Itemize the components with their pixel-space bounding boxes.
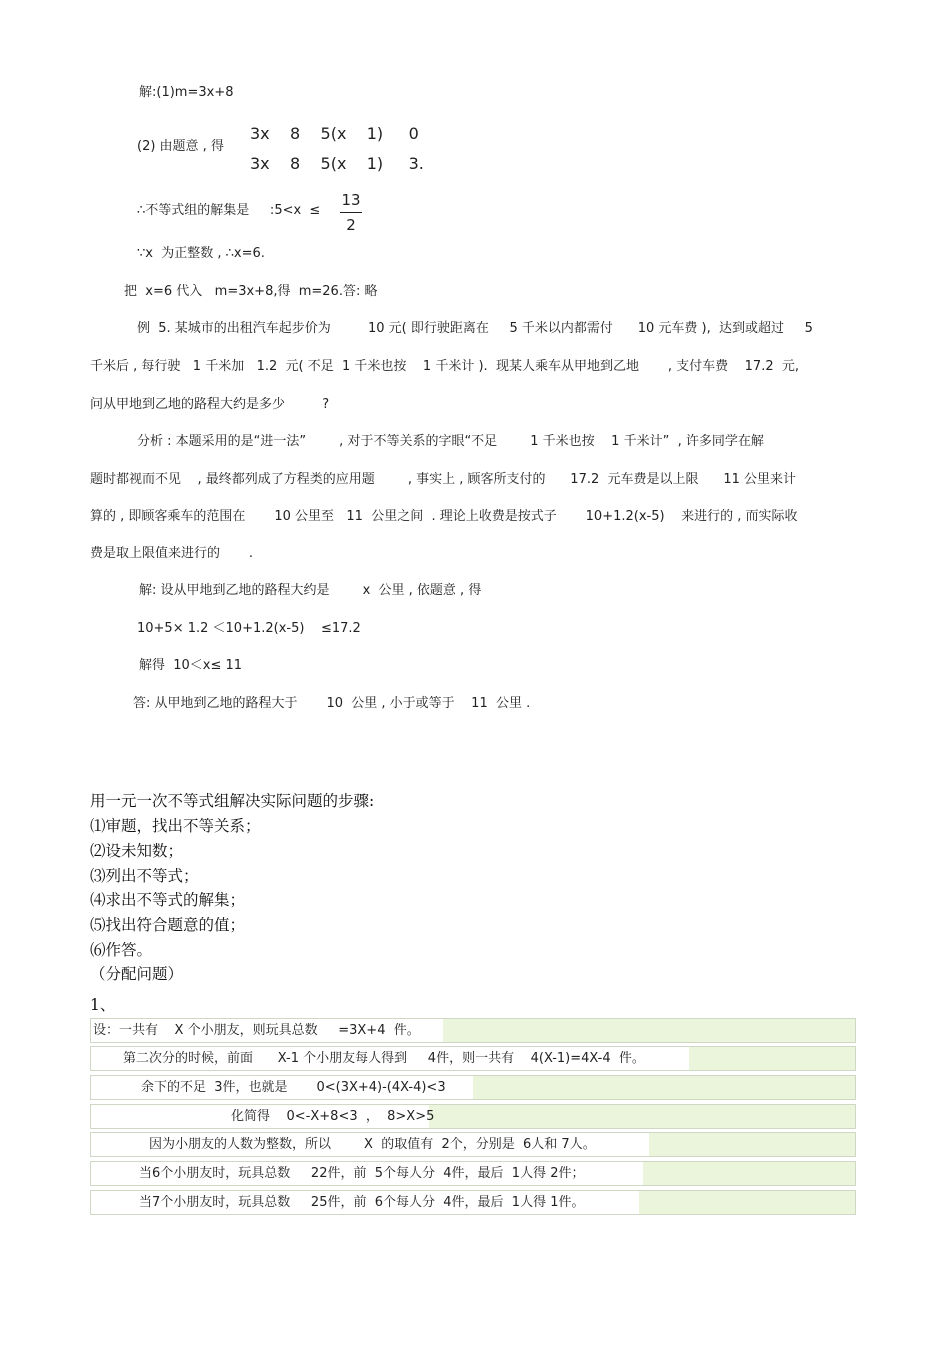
fraction-numerator: 13 — [341, 191, 361, 209]
example5-analysis-line4: 费是取上限值来进行的 . — [90, 546, 254, 561]
example5-problem-line1: 例 5. 某城市的出租汽车起步价为 10 元( 即行驶距离在 5 千米以内都需付 10 元车费 ), 达到或超过 5 — [137, 321, 813, 336]
table-row-6 — [90, 1161, 856, 1186]
example5-problem-line3: 问从甲地到乙地的路程大约是多少 ? — [90, 397, 330, 412]
table-row-text: 第二次分的时候，前面 X-1 个小朋友每人得到 4件，则一共有 4(X-1)=4X-4 件。 — [123, 1051, 645, 1066]
substitute-line: 把 x=6 代入 m=3x+8,得 m=26.答: 略 — [124, 284, 378, 299]
step-item-4: ⑷求出不等式的解集； — [90, 891, 246, 909]
table-row-text: 设：一共有 X 个小朋友，则玩具总数 =3X+4 件。 — [93, 1023, 420, 1038]
fraction-denominator: 2 — [346, 216, 356, 234]
solution-set-line: ∴不等式组的解集是 :5<x ≤ — [137, 203, 321, 218]
table-row-1 — [90, 1018, 856, 1043]
table-row-5 — [90, 1132, 856, 1157]
step-item-5: ⑸找出符合题意的值； — [90, 916, 246, 934]
table-row-text: 余下的不足 3件，也就是 0<(3X+4)-(4X-4)<3 — [141, 1080, 446, 1095]
table-row-text: 当6个小朋友时，玩具总数 22件，前 5个每人分 4件，最后 1人得 2件； — [139, 1166, 585, 1181]
example5-analysis-line3: 算的 , 即顾客乘车的范围在 10 公里至 11 公里之间 . 理论上收费是按式子 10+1.2(x-5) 来进行的 , 而实际收 — [90, 509, 798, 524]
step-item-3: ⑶列出不等式； — [90, 867, 199, 885]
solution-part1: 解:(1)m=3x+8 — [139, 85, 234, 100]
example5-analysis-line2: 题时都视而不见 , 最终都列成了方程类的应用题 , 事实上 , 顾客所支付的 17.2 元车费是以上限 11 公里来计 — [90, 472, 796, 487]
table-row-7 — [90, 1190, 856, 1215]
table-row-text: 当7个小朋友时，玩具总数 25件，前 6个每人分 4件，最后 1人得 1件。 — [139, 1195, 585, 1210]
table-row-2 — [90, 1046, 856, 1071]
integer-condition-line: ∵x 为正整数 , ∴x=6. — [137, 246, 265, 261]
example5-solution-line3: 解得 10＜x≤ 11 — [139, 658, 243, 673]
example5-solution-line1: 解: 设从甲地到乙地的路程大约是 x 公里 , 依题意 , 得 — [139, 583, 482, 598]
table-row-4 — [90, 1104, 856, 1129]
step-item-2: ⑵设未知数； — [90, 842, 184, 860]
inequality-system-row2: 3x 8 5(x 1) 3. — [250, 154, 424, 173]
inequality-system-row1: 3x 8 5(x 1) 0 — [250, 124, 419, 143]
step-item-1: ⑴审题，找出不等关系； — [90, 817, 261, 835]
fraction-bar — [340, 212, 362, 213]
example5-solution-line2: 10+5× 1.2 ＜10+1.2(x-5) ≤17.2 — [137, 621, 361, 636]
example5-problem-line2: 千米后 , 每行驶 1 千米加 1.2 元( 不足 1 千米也按 1 千米计 ). 现某人乘车从甲地到乙地 , 支付车费 17.2 元, — [90, 359, 800, 374]
section-heading: （分配问题） — [90, 965, 184, 983]
table-row-text: 因为小朋友的人数为整数，所以 X 的取值有 2个，分别是 6人和 7人。 — [149, 1137, 596, 1152]
problem-number: 1、 — [90, 996, 116, 1014]
table-row-text: 化简得 0<-X+8<3 ， 8>X>5 — [231, 1109, 435, 1124]
steps-title: 用一元一次不等式组解决实际问题的步骤: — [90, 792, 375, 810]
table-row-3 — [90, 1075, 856, 1100]
solution-part2-label: (2) 由题意 , 得 — [137, 139, 224, 154]
example5-analysis-line1: 分析 : 本题采用的是“进一法” , 对于不等关系的字眼“不足 1 千米也按 1 千米计” , 许多同学在解 — [137, 434, 764, 449]
step-item-6: ⑹作答。 — [90, 941, 153, 959]
example5-answer: 答: 从甲地到乙地的路程大于 10 公里 , 小于或等于 11 公里 . — [133, 696, 531, 711]
